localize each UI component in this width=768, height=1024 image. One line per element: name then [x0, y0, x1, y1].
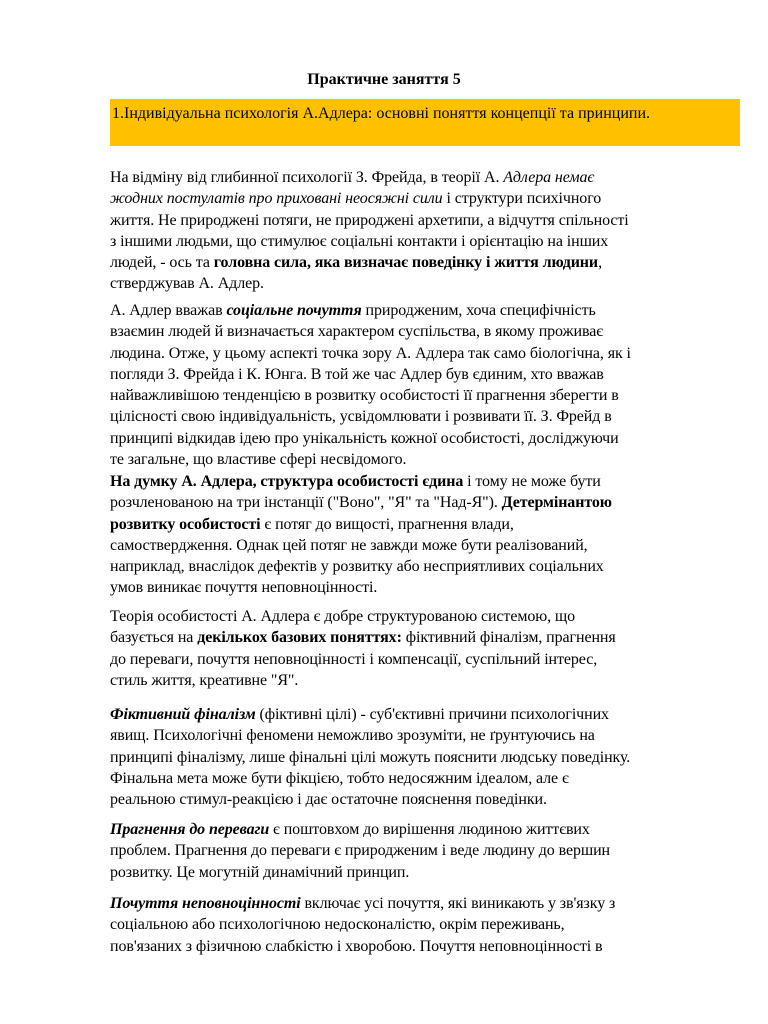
- text-run-bold-italic: Фіктивний фіналізм: [110, 706, 256, 723]
- text-run-italic: Адлера немає жодних постулатів про приховані неосяжні сили: [110, 169, 595, 208]
- text-run: Теорія особистості А. Адлера є добре структурованою системою, що базується на: [110, 608, 576, 647]
- text-run: і тому не може бути розчленованою на три інстанції ("Воно", "Я" та "Над-Я").: [110, 473, 601, 512]
- text-run: (фіктивні цілі) - суб'єктивні причини психологічних явищ. Психологічні феномени неможливо зрозуміти, не ґрунтуючись на принципі фіналізму, лише фінальні цілі можуть пояснити людську поведінку. Фінальна мета може бути фікцією, тобто недосяжним ідеалом, але є реальною стимул-реакцією і дає остаточне пояснення поведінки.: [110, 706, 631, 809]
- text-run-bold: головна сила, яка визначає поведінку і життя людини: [213, 254, 599, 272]
- text-run-bold-italic: соціальне почуття: [226, 302, 362, 319]
- paragraph-basic-concepts: [110, 606, 720, 691]
- text-run: На відміну від глибинної психології З. Фрейда, в теорії А.: [110, 169, 504, 186]
- text-run: включає усі почуття, які виникають у зв'язку з соціальною або психологічною недосконалістю, окрім переживань, пов'язаних з фізичною слабкістю і хворобою. Почуття неповноцінності в: [110, 895, 616, 955]
- text-run: є поштовхом до вирішення людиною життєвих проблем. Прагнення до переваги є природженим і веде людину до вершин розвитку. Це могутній динамічний принцип.: [110, 821, 611, 881]
- page-title: Практичне заняття 5: [307, 71, 461, 88]
- paragraph-personality-structure: [110, 471, 720, 599]
- text-run-bold: декількох базових поняттях:: [197, 629, 402, 647]
- text-run-bold: Детермінантою розвитку особистості: [110, 494, 612, 533]
- text-run: є потяг до вищості, прагнення влади, самоствердження. Однак цей потяг не завжди може бути реалізований, наприклад, внаслідок дефектів у розвитку або несприятливих соціальних умов виникає почуття неповноцінності.: [110, 515, 604, 597]
- text-run: А. Адлер вважав: [110, 302, 227, 319]
- paragraph-fictive-finalism: [110, 704, 720, 810]
- text-run: природженим, хоча специфічність взаємин людей й визначається характером суспільства, в якому проживає людина. Отже, у цьому аспекті точка зору А. Адлера так само біологічна, як і погляди З. Фрейда і К. Юнга. В той же час Адлер був єдиним, хто вважав найважливішою тенденцією в розвитку особистості її прагнення зберегти в цілісності свою індивідуальність, усвідомлювати і розвивати її. З. Фрейд в принципі відкидав ідею про унікальність кожної особистості, досліджуючи те загальне, що властиве сфері несвідомого.: [110, 302, 631, 469]
- paragraph-freud-comparison: [110, 167, 720, 295]
- text-run-bold: На думку А. Адлера, структура особистості єдина: [110, 473, 464, 490]
- text-run-bold-italic: Прагнення до переваги: [110, 821, 270, 838]
- text-run: фіктивний фіналізм, прагнення до переваги, почуття неповноцінності і компенсації, суспільний інтерес, стиль життя, креативне "Я".: [110, 629, 616, 689]
- section-heading: 1.Індивідуальна психологія А.Адлера: основні поняття концепції та принципи.: [110, 99, 740, 146]
- paragraph-social-feeling: [110, 300, 720, 470]
- text-run: , стверджував А. Адлер.: [110, 254, 602, 293]
- text-run: і структури психічного життя. Не природжені потяги, не природжені архетипи, а відчуття спільності з іншими людьми, що стимулює соціальні контакти і орієнтацію на інших людей, - ось та: [110, 190, 629, 272]
- text-run-bold-italic: Почуття неповноцінності: [110, 895, 301, 912]
- paragraph-striving-superiority: [110, 819, 720, 883]
- paragraph-inferiority-feeling: [110, 893, 720, 957]
